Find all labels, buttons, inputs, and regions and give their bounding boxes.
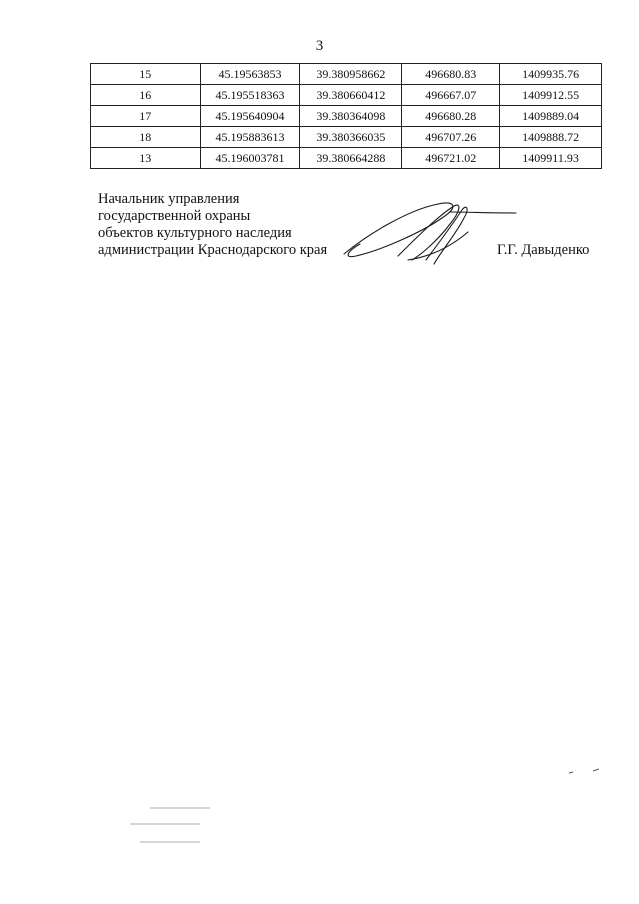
coord-x: 496707.26 <box>402 127 500 148</box>
point-number: 13 <box>91 148 201 169</box>
coord-x: 496667.07 <box>402 85 500 106</box>
coord-x: 496680.83 <box>402 64 500 85</box>
table-row <box>91 148 602 169</box>
coordinates-table <box>90 63 602 169</box>
page-number: 3 <box>315 38 324 54</box>
coord-y: 1409935.76 <box>500 64 602 85</box>
signatory-title-line: государственной охраны <box>98 208 251 224</box>
point-number: 17 <box>91 106 201 127</box>
latitude: 45.195640904 <box>200 106 300 127</box>
latitude: 45.195518363 <box>200 85 300 106</box>
coord-y: 1409888.72 <box>500 127 602 148</box>
signatory-title <box>98 191 327 259</box>
signatory-name: Г.Г. Давыденко <box>497 242 590 258</box>
scan-noise <box>110 805 240 855</box>
signatory-title-line: администрации Краснодарского края <box>98 242 328 258</box>
point-number: 15 <box>91 64 201 85</box>
point-number: 16 <box>91 85 201 106</box>
coord-y: 1409912.55 <box>500 85 602 106</box>
scan-noise <box>565 765 605 777</box>
longitude: 39.380366035 <box>300 127 402 148</box>
longitude: 39.380364098 <box>300 106 402 127</box>
coord-y: 1409911.93 <box>500 148 602 169</box>
signatory-title-line: Начальник управления <box>98 191 240 207</box>
latitude: 45.196003781 <box>200 148 300 169</box>
table-row <box>91 106 602 127</box>
table-row <box>91 64 602 85</box>
latitude: 45.19563853 <box>200 64 300 85</box>
table-row <box>91 85 602 106</box>
longitude: 39.380958662 <box>300 64 402 85</box>
signatory-title-line: объектов культурного наследия <box>98 225 292 241</box>
latitude: 45.195883613 <box>200 127 300 148</box>
point-number: 18 <box>91 127 201 148</box>
coord-x: 496680.28 <box>402 106 500 127</box>
longitude: 39.380660412 <box>300 85 402 106</box>
longitude: 39.380664288 <box>300 148 402 169</box>
coord-y: 1409889.04 <box>500 106 602 127</box>
handwritten-signature <box>338 194 523 266</box>
table-row <box>91 127 602 148</box>
coord-x: 496721.02 <box>402 148 500 169</box>
